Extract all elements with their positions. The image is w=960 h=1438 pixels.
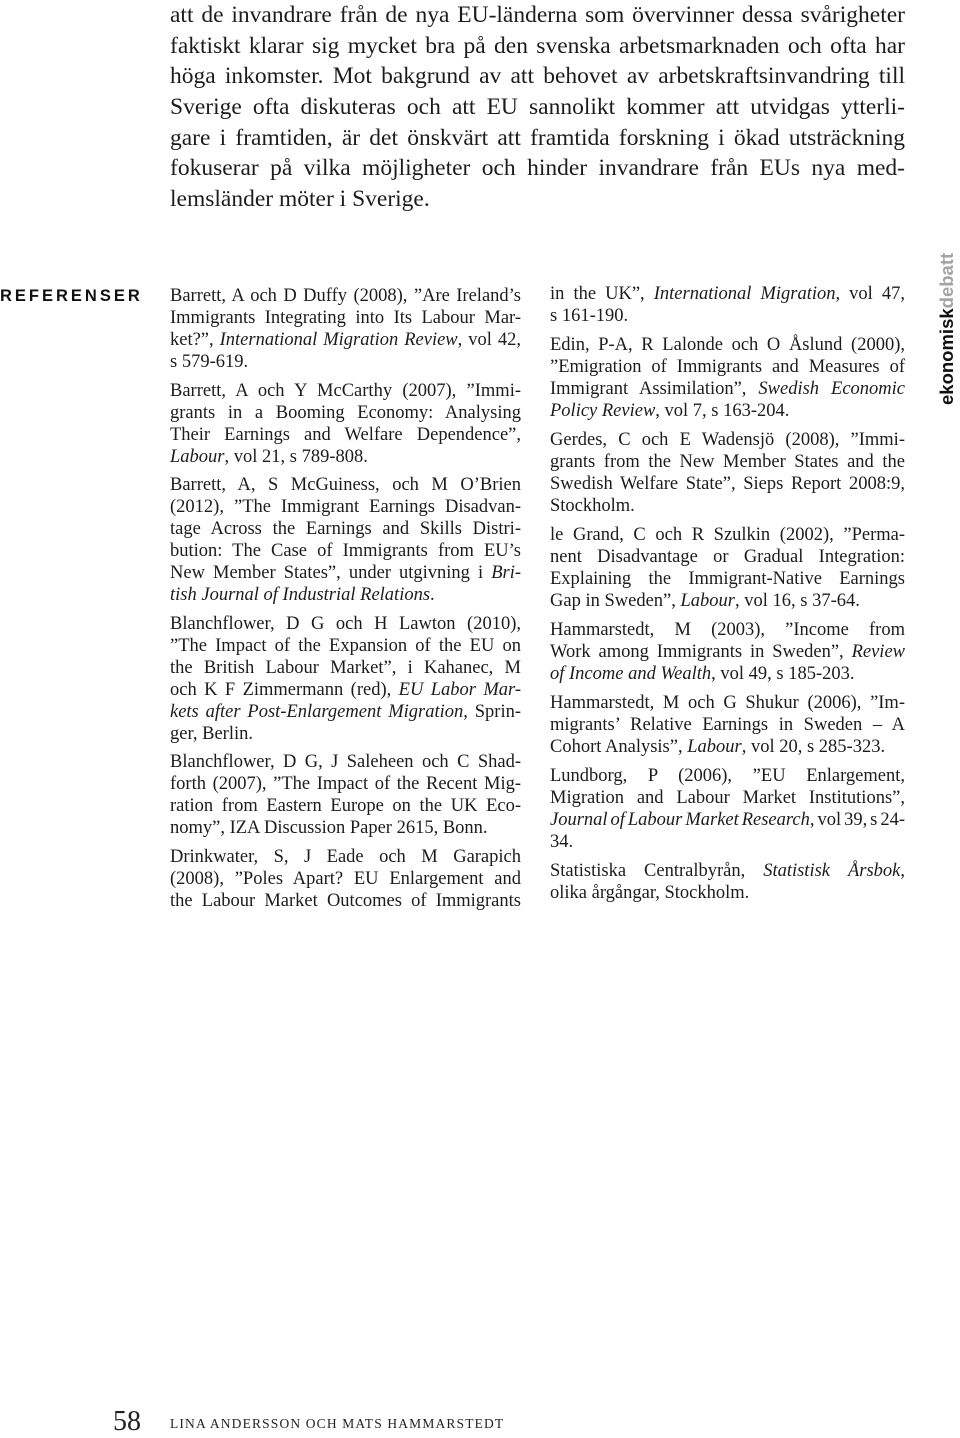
reference-text: Statistiska Centralbyrån, <box>550 861 764 881</box>
reference-text: Lundborg, P (2006), ”EU Enlargement, <box>550 766 905 786</box>
reference-italic-title: kets after Post-Enlargement Migration <box>170 701 464 722</box>
reference-text: Stockholm. <box>550 496 635 516</box>
references-column-right <box>550 283 905 911</box>
reference-line <box>170 751 521 773</box>
reference-line <box>170 540 521 562</box>
reference-line <box>550 860 905 882</box>
reference-text: New Member States”, under utgivning i <box>170 563 492 583</box>
reference-text: Migration and Labour Market Institutions”, <box>550 788 905 808</box>
reference-line <box>170 868 521 890</box>
reference-line <box>550 400 905 422</box>
reference-line <box>170 518 521 540</box>
reference-line <box>170 679 521 701</box>
reference-italic-title: Statistisk Årsbok <box>763 861 901 881</box>
reference-text: Their Earnings and Welfare Dependence”, <box>170 424 521 445</box>
reference-text: Hammarstedt, M (2003), ”Income from <box>550 620 905 640</box>
reference-entry <box>550 692 905 758</box>
reference-line <box>170 613 521 635</box>
reference-line <box>170 657 521 679</box>
reference-text: olika årgångar, Stockholm. <box>550 883 750 903</box>
reference-line <box>550 473 905 495</box>
reference-text: Explaining the Immigrant-Native Earnings <box>550 569 905 589</box>
reference-line <box>170 795 521 817</box>
reference-entry <box>550 429 905 517</box>
reference-text: , Sprin- <box>463 701 521 722</box>
reference-text: Barrett, A och D Duffy (2008), ”Are Ireland’s <box>170 286 521 306</box>
reference-entry <box>550 860 905 904</box>
reference-line <box>550 546 905 568</box>
reference-text: Gap in Sweden”, <box>550 591 681 611</box>
reference-text: , vol 21, s 789-808. <box>224 446 368 467</box>
reference-line <box>550 283 905 305</box>
references-heading: REFERENSER <box>0 287 143 305</box>
reference-entry <box>550 619 905 685</box>
reference-text: ”The Impact of the Expansion of the EU on <box>170 635 521 656</box>
reference-text: le Grand, C och R Szulkin (2002), ”Perma- <box>550 525 905 545</box>
reference-italic-title: Bri- <box>491 563 521 583</box>
reference-text: (2008), ”Poles Apart? EU Enlargement and <box>170 868 521 889</box>
reference-line <box>170 846 521 868</box>
reference-line <box>550 305 905 327</box>
reference-entry <box>170 474 521 606</box>
reference-line <box>170 446 521 468</box>
reference-text: och K F Zimmermann (red), <box>170 679 399 700</box>
body-line: Sverige ofta diskuteras och att EU sannolikt kommer att utvidgas ytterli- <box>170 94 905 121</box>
journal-logo-part-light: debatt <box>936 252 957 309</box>
reference-line <box>170 285 521 307</box>
reference-text: , vol 7, s 163-204. <box>655 401 790 421</box>
reference-line <box>170 723 521 745</box>
body-line: att de invandrare från de nya EU-länderna som övervinner dessa svårigheter <box>170 2 905 28</box>
reference-text: , vol 42, <box>457 330 521 350</box>
reference-text: in the UK”, <box>550 284 654 304</box>
reference-italic-title: EU Labor Mar- <box>398 679 521 700</box>
body-line: faktiskt klarar sig mycket bra på den svenska arbetsmarknaden och ofta har <box>170 32 905 59</box>
reference-text: grants in a Booming Economy: Analysing <box>170 402 521 423</box>
reference-line <box>170 496 521 518</box>
reference-italic-title: International Migration Review <box>219 330 458 350</box>
reference-line <box>550 831 905 853</box>
reference-text: Immigrant Assimilation”, <box>550 379 759 399</box>
reference-line <box>550 619 905 641</box>
reference-line <box>170 890 521 912</box>
reference-italic-title: International Migration <box>653 284 836 304</box>
reference-line <box>170 562 521 584</box>
reference-line <box>170 584 521 606</box>
reference-line <box>170 307 521 329</box>
running-footer-authors: LINA ANDERSSON OCH MATS HAMMARSTEDT <box>170 1416 505 1431</box>
reference-text: Barrett, A och Y McCarthy (2007), ”Immi- <box>170 380 521 401</box>
reference-entry <box>170 380 521 468</box>
reference-text: Work among Immigrants in Sweden”, <box>550 642 852 662</box>
reference-text: Blanchflower, D G och H Lawton (2010), <box>170 613 521 634</box>
reference-line <box>550 590 905 612</box>
reference-italic-title: of Income and Wealth <box>550 664 712 684</box>
reference-text: bution: The Case of Immigrants from EU’s <box>170 541 521 561</box>
reference-line <box>170 351 521 373</box>
reference-text: (2012), ”The Immigrant Earnings Disadvan- <box>170 497 521 517</box>
reference-text: Edin, P-A, R Lalonde och O Åslund (2000), <box>550 335 905 355</box>
reference-text: Cohort Analysis”, <box>550 737 688 757</box>
page-number: 58 <box>113 1406 141 1437</box>
journal-logo <box>937 253 957 405</box>
reference-line <box>550 882 905 904</box>
reference-text: nent Disadvantage or Gradual Integration: <box>550 547 905 567</box>
reference-text: ger, Berlin. <box>170 723 253 744</box>
reference-text: tage Across the Earnings and Skills Distri- <box>170 519 521 539</box>
reference-text: Blanchflower, D G, J Saleheen och C Shad- <box>170 752 521 772</box>
reference-entry <box>550 334 905 422</box>
reference-line <box>550 736 905 758</box>
body-line: gare i framtiden, är det önskvärt att framtida forskning i ökad utsträckning <box>170 124 905 151</box>
reference-entry <box>170 846 521 912</box>
reference-text: the Labour Market Outcomes of Immigrants <box>170 890 521 911</box>
reference-text: Hammarstedt, M och G Shukur (2006), ”Im- <box>550 693 905 713</box>
reference-line <box>170 424 521 446</box>
body-line: höga inkomster. Mot bakgrund av att behovet av arbetskraftsinvandring till <box>170 63 905 90</box>
reference-line <box>550 787 905 809</box>
reference-italic-title: Labour <box>680 591 735 611</box>
reference-entry <box>550 524 905 612</box>
reference-entry <box>170 751 521 839</box>
body-line: fokuserar på vilka möjligheter och hinder invandrare från EUs nya med- <box>170 155 905 182</box>
reference-line <box>550 663 905 685</box>
reference-text: , <box>900 861 905 881</box>
reference-line <box>550 524 905 546</box>
reference-line <box>170 817 521 839</box>
reference-entry <box>170 613 521 745</box>
reference-entry <box>550 283 905 327</box>
reference-text: , vol 39, s 24- <box>809 810 905 830</box>
reference-line <box>550 809 905 831</box>
reference-line <box>550 451 905 473</box>
reference-line <box>170 773 521 795</box>
reference-line <box>550 378 905 400</box>
reference-text: 34. <box>550 832 574 852</box>
reference-text: ket?”, <box>170 330 220 350</box>
reference-text: s 161-190. <box>550 306 629 326</box>
reference-italic-title: tish Journal of Industrial Relations <box>170 585 431 605</box>
body-line: lemsländer möter i Sverige. <box>170 186 430 213</box>
reference-text: nomy”, IZA Discussion Paper 2615, Bonn. <box>170 818 488 838</box>
reference-text: the British Labour Market”, i Kahanec, M <box>170 657 521 678</box>
reference-italic-title: Policy Review <box>550 401 656 421</box>
reference-line <box>550 568 905 590</box>
references-column-left <box>170 285 521 918</box>
reference-italic-title: Journal of Labour Market Research <box>550 810 810 830</box>
reference-italic-title: Swedish Economic <box>758 379 905 399</box>
reference-text: Gerdes, C och E Wadensjö (2008), ”Immi- <box>550 430 905 450</box>
reference-line <box>550 714 905 736</box>
reference-line <box>170 329 521 351</box>
reference-line <box>550 765 905 787</box>
reference-text: ”Emigration of Immigrants and Measures of <box>550 357 905 377</box>
reference-text: grants from the New Member States and the <box>550 452 905 472</box>
reference-line <box>550 356 905 378</box>
reference-line <box>550 334 905 356</box>
reference-italic-title: Labour <box>170 446 225 467</box>
reference-line <box>550 429 905 451</box>
reference-text: ration from Eastern Europe on the UK Eco- <box>170 796 521 816</box>
reference-text: , vol 49, s 185-203. <box>711 664 855 684</box>
reference-text: s 579-619. <box>170 352 249 372</box>
reference-italic-title: Labour <box>687 737 742 757</box>
reference-line <box>550 692 905 714</box>
reference-text: Barrett, A, S McGuiness, och M O’Brien <box>170 475 521 495</box>
reference-text: , vol 20, s 285-323. <box>741 737 886 757</box>
reference-text: , vol 47, <box>835 284 905 304</box>
reference-line <box>170 635 521 657</box>
reference-entry <box>170 285 521 373</box>
reference-italic-title: Review <box>851 642 905 662</box>
reference-line <box>170 402 521 424</box>
reference-line <box>170 474 521 496</box>
reference-line <box>550 641 905 663</box>
reference-text: migrants’ Relative Earnings in Sweden – A <box>550 715 905 735</box>
reference-line <box>550 495 905 517</box>
reference-text: , vol 16, s 37-64. <box>735 591 860 611</box>
body-paragraph <box>170 0 905 215</box>
reference-text: Drinkwater, S, J Eade och M Garapich <box>170 846 521 867</box>
reference-text: Swedish Welfare State”, Sieps Report 2008:9, <box>550 474 905 494</box>
journal-logo-part-dark: ekonomisk <box>936 308 957 405</box>
reference-text: Immigrants Integrating into Its Labour Mar- <box>170 308 521 328</box>
reference-text: . <box>430 585 435 605</box>
reference-text: forth (2007), ”The Impact of the Recent Mig- <box>170 774 521 794</box>
reference-line <box>170 380 521 402</box>
reference-entry <box>550 765 905 853</box>
reference-line <box>170 701 521 723</box>
